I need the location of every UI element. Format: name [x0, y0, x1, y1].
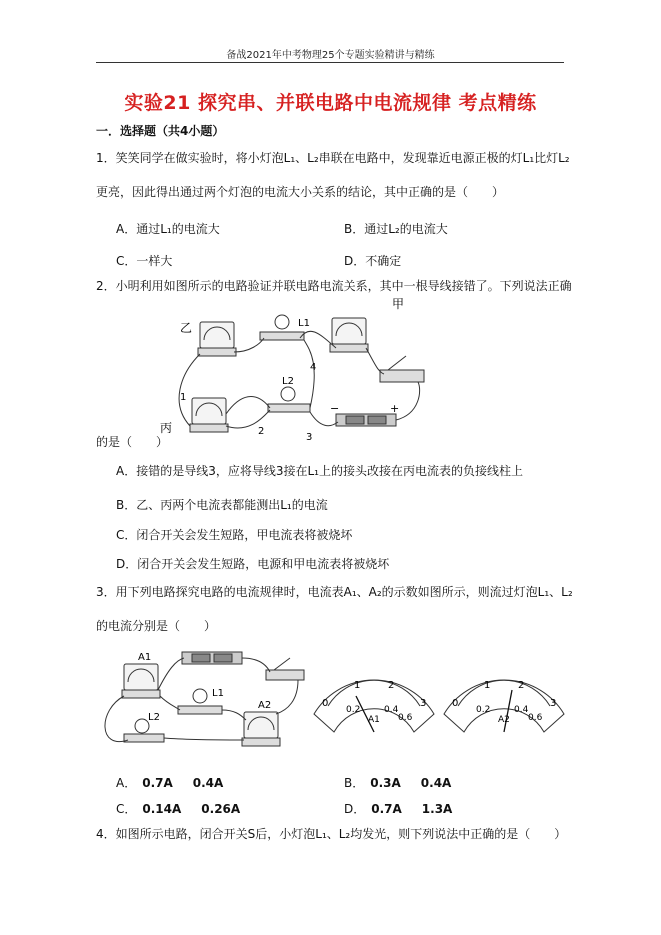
m1-tick-3: 3 [420, 698, 427, 709]
q3-option-d-v2: 1.3A [421, 802, 453, 816]
q3-option-d-label: D． [344, 802, 366, 816]
label-minus: − [330, 402, 340, 415]
label-l1: L1 [212, 688, 224, 699]
q3-option-b-label: B． [344, 776, 365, 790]
m1-tick-1: 1 [354, 680, 361, 691]
q3-option-a-label: A． [116, 776, 137, 790]
label-jia: 甲 [392, 297, 405, 311]
m2-tick-2: 2 [518, 680, 525, 691]
q2-line1: 2．小明利用如图所示的电路验证并联电路电流关系，其中一根导线接错了。下列说法正确 [96, 279, 572, 293]
q3-line1: 3．用下列电路探究电路的电流规律时，电流表A₁、A₂的示数如图所示，则流过灯泡L₁、L₂ [96, 585, 573, 599]
page-title: 实验21 探究串、并联电路中电流规律 考点精练 [124, 92, 537, 114]
q3-option-a-v2: 0.4A [192, 776, 224, 790]
label-l2: L2 [148, 712, 160, 723]
q2-option-b[interactable]: B．乙、丙两个电流表都能测出L₁的电流 [116, 498, 328, 512]
m1-label: A1 [368, 715, 380, 725]
m1-inner-06: 0.6 [398, 713, 413, 723]
q2-option-c[interactable]: C．闭合开关会发生短路，甲电流表将被烧坏 [116, 528, 353, 542]
label-bing: 丙 [160, 421, 173, 435]
m2-tick-0: 0 [452, 698, 459, 709]
q3-option-c-label: C． [116, 802, 137, 816]
q3-option-c-v2: 0.26A [201, 802, 241, 816]
label-l2: L2 [282, 376, 294, 387]
q1-option-a[interactable]: A．通过L₁的电流大 [116, 222, 220, 236]
q1-option-d[interactable]: D．不确定 [344, 254, 402, 268]
m1-tick-0: 0 [322, 698, 329, 709]
label-plus: + [390, 402, 400, 415]
q3-option-a-v1: 0.7A [142, 776, 173, 790]
label-l1: L1 [298, 318, 310, 329]
label-a1: A1 [138, 652, 152, 663]
m2-inner-02: 0.2 [476, 705, 491, 715]
label-yi: 乙 [180, 321, 193, 335]
label-wire3: 3 [306, 432, 313, 443]
q2-line2: 的是（ ） [96, 435, 169, 449]
label-wire4: 4 [310, 362, 317, 373]
q3-line2: 的电流分别是（ ） [96, 619, 217, 633]
q3-option-b[interactable] [344, 774, 451, 791]
m1-inner-04: 0.4 [384, 705, 399, 715]
q3-option-b-v1: 0.3A [370, 776, 401, 790]
q1-line1: 1．笑笑同学在做实验时，将小灯泡L₁、L₂串联在电路中，发现靠近电源正极的灯L₁比灯L₂ [96, 151, 570, 165]
m1-tick-2: 2 [388, 680, 395, 691]
q2-circuit-figure [160, 294, 430, 444]
q2-option-a[interactable]: A．接错的是导线3，应将导线3接在L₁上的接头改接在丙电流表的负接线柱上 [116, 464, 523, 478]
section-heading: 一．选择题（共4小题） [96, 124, 225, 138]
q3-option-d[interactable] [344, 800, 452, 817]
m2-tick-1: 1 [484, 680, 491, 691]
m1-inner-02: 0.2 [346, 705, 361, 715]
m2-tick-3: 3 [550, 698, 557, 709]
m2-inner-06: 0.6 [528, 713, 543, 723]
ammeter-a2-dial [440, 668, 568, 734]
ammeter-a1-dial [310, 668, 438, 734]
page-header: 备战2021年中考物理25个专题实验精讲与精练 [226, 50, 435, 61]
q3-option-b-v2: 0.4A [420, 776, 452, 790]
q3-circuit-figure [98, 640, 308, 764]
label-a2: A2 [258, 700, 272, 711]
q3-option-d-v1: 0.7A [371, 802, 402, 816]
q3-option-c-v1: 0.14A [142, 802, 182, 816]
m2-inner-04: 0.4 [514, 705, 529, 715]
q1-option-c[interactable]: C．一样大 [116, 254, 173, 268]
q3-option-c[interactable] [116, 800, 240, 817]
q3-option-a[interactable] [116, 774, 223, 791]
q1-option-b[interactable]: B．通过L₂的电流大 [344, 222, 448, 236]
m2-label: A2 [498, 715, 510, 725]
q4-line1: 4．如图所示电路，闭合开关S后，小灯泡L₁、L₂均发光，则下列说法中正确的是（ ） [96, 827, 567, 841]
label-wire1: 1 [180, 392, 187, 403]
q1-line2: 更亮，因此得出通过两个灯泡的电流大小关系的结论，其中正确的是（ ） [96, 185, 505, 199]
q2-option-d[interactable]: D．闭合开关会发生短路，电源和甲电流表将被烧坏 [116, 557, 390, 571]
header-divider [96, 62, 564, 63]
label-wire2: 2 [258, 426, 265, 437]
